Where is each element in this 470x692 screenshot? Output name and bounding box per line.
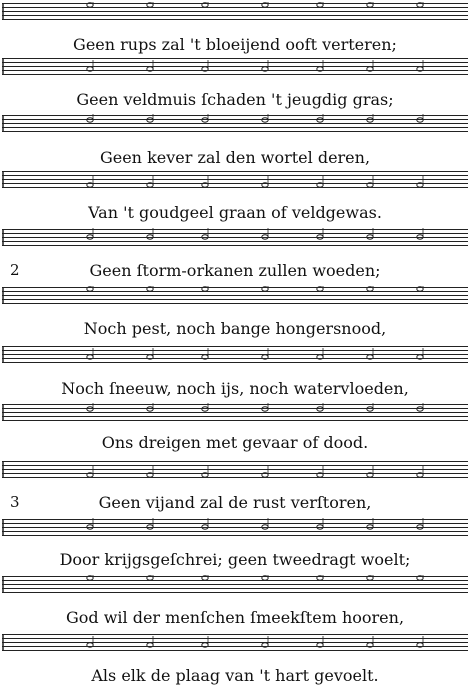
staff-graphic bbox=[0, 57, 470, 76]
staff-graphic bbox=[0, 403, 470, 422]
lyric-line bbox=[0, 146, 470, 169]
staff-graphic bbox=[0, 114, 470, 133]
lyric-line bbox=[0, 201, 470, 224]
lyric-line bbox=[0, 431, 470, 454]
staff-graphic bbox=[0, 518, 470, 537]
staff-graphic bbox=[0, 170, 470, 189]
lyric-line bbox=[0, 548, 470, 571]
lyric-text: God wil der menſchen ſmeekſtem hooren, bbox=[65, 608, 405, 627]
lyric-text: Geen vijand zal de rust verſtoren, bbox=[98, 493, 372, 512]
music-staff bbox=[0, 286, 470, 305]
music-staff bbox=[0, 228, 470, 247]
music-staff bbox=[0, 345, 470, 364]
music-staff bbox=[0, 114, 470, 133]
staff-graphic bbox=[0, 460, 470, 479]
staff-graphic bbox=[0, 575, 470, 594]
lyric-text: Geen kever zal den wortel deren, bbox=[99, 148, 371, 167]
music-staff bbox=[0, 57, 470, 76]
music-staff bbox=[0, 403, 470, 422]
lyric-text: Als elk de plaag van 't hart gevoelt. bbox=[91, 666, 379, 685]
lyric-line bbox=[0, 664, 470, 687]
lyric-text: Noch pest, noch bange hongersnood, bbox=[83, 319, 387, 338]
lyric-text: Geen veldmuis ſchaden 't jeugdig gras; bbox=[76, 90, 394, 109]
lyric-line bbox=[0, 88, 470, 111]
staff-graphic bbox=[0, 345, 470, 364]
lyric-text: Noch ſneeuw, noch ijs, noch watervloeden, bbox=[61, 379, 409, 398]
lyric-text: Van 't goudgeel graan of veldgewas. bbox=[88, 203, 382, 222]
music-staff bbox=[0, 633, 470, 652]
lyric-line bbox=[0, 377, 470, 400]
music-staff bbox=[0, 575, 470, 594]
lyric-line bbox=[0, 491, 470, 514]
music-staff bbox=[0, 518, 470, 537]
staff-graphic bbox=[0, 286, 470, 305]
lyric-line bbox=[0, 259, 470, 282]
staff-graphic bbox=[0, 228, 470, 247]
lyric-text: Geen rups zal 't bloeijend ooft verteren; bbox=[73, 35, 397, 54]
music-staff bbox=[0, 460, 470, 479]
lyric-text: Door krijgsgeſchrei; geen tweedragt woelt; bbox=[59, 550, 411, 569]
lyric-line bbox=[0, 33, 470, 56]
lyric-line bbox=[0, 317, 470, 340]
verse-number: 2 bbox=[10, 261, 20, 279]
staff-graphic bbox=[0, 633, 470, 652]
lyric-line bbox=[0, 606, 470, 629]
music-staff bbox=[0, 2, 470, 21]
lyric-text: Geen ſtorm-orkanen zullen woeden; bbox=[89, 261, 381, 280]
verse-number: 3 bbox=[10, 493, 20, 511]
staff-graphic bbox=[0, 2, 470, 21]
music-staff bbox=[0, 170, 470, 189]
lyric-text: Ons dreigen met gevaar of dood. bbox=[101, 433, 369, 452]
